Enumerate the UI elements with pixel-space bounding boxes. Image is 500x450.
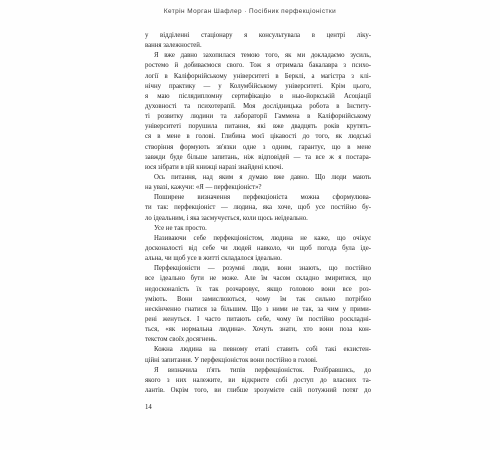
- page-number: 14: [145, 404, 152, 411]
- body-text: [145, 31, 371, 396]
- text-line: на увазі, кажучи: «Я — перфекціоніст»?: [145, 184, 262, 192]
- text-line: Поширене визначення перфекціоніста можна сформулюва-: [154, 194, 371, 202]
- running-head: Кетрін Морган Шафлер · Посібник перфекціоністки: [163, 8, 337, 15]
- text-line: Я визначила п'ять типів перфекціоністок. Розібравшись, до: [154, 366, 371, 374]
- text-line: логії в Каліфорнійському університеті в Берклі, а магістра з клі-: [145, 72, 371, 80]
- text-line: я маю післядипломну сертифікацію в нью-йоркській Асоціації: [145, 92, 371, 100]
- text-line: ті розвитку людини та лабораторії Гаммена в Каліфорнійському: [145, 113, 371, 121]
- text-line: ся в мене в голові. Глибина моєї цікавості до того, як людські: [145, 133, 371, 141]
- text-line: ростемо й добиваємося свого. Тож я отримала бакалавра з психо-: [145, 62, 371, 70]
- text-line: ти так: перфекціоніст — людина, яка хоче, щоб усе постійно бу-: [145, 204, 371, 212]
- text-line: Кожна людина на певному етапі ставить собі такі екзистен-: [154, 346, 371, 354]
- text-line: Перфекціоністи — розумні люди, вони знають, що постійно: [154, 265, 371, 273]
- text-line: альна, чи щоб усе в житті складалося ідеально.: [145, 255, 282, 263]
- text-line: вання залежностей.: [145, 42, 202, 50]
- text-line: все ідеально бути не може. Але їм часом складно змиритися, що: [145, 275, 371, 283]
- text-line: ло ідеальним, і яка засмучується, коли щось неідеально.: [145, 214, 308, 222]
- text-line: створіння формують зв'язки одне з одним, гарантує, що в мене: [145, 143, 371, 151]
- text-line: нескінченно гнатися за більшим. Що з ними не так, за чим у прими-: [145, 305, 371, 313]
- text-line: у відділенні стаціонару я консультувала в центрі ліку-: [145, 32, 371, 39]
- text-line: Усе не так просто.: [154, 224, 207, 232]
- text-line: завжди буде більше запитань, ніж відповідей — та все ж я постара-: [145, 153, 371, 161]
- text-line: університеті порушила питання, які вже двадцять років крутять-: [145, 123, 371, 131]
- text-line: рені женуться. І часто питають себе, чому їм постійно роскладні-: [145, 315, 371, 323]
- text-line: лантів. Окрім того, ви глибше зрозумієте свій потужний потяг до: [145, 386, 371, 394]
- text-line: Називаючи себе перфекціоністом, людина не каже, що очікує: [154, 234, 371, 242]
- text-line: текстом своїх досягнень.: [145, 336, 217, 344]
- text-line: якого з них належите, ви відкриєте собі доступ до власних та-: [145, 376, 371, 384]
- text-line: ться, «як нормальна людина». Хочуть знати, хто вони поза кон-: [145, 326, 371, 334]
- text-line: юся зібрати в цій книжці наразі знайдені ключі.: [145, 163, 284, 171]
- text-line: нічну практику — у Колумбійському університеті. Крім цього,: [145, 82, 371, 90]
- text-line: уміють. Вони замислюються, чому їм так сильно потрібно: [145, 295, 371, 303]
- text-line: духовності та психотерапії. Моя дослідницька робота в Інститу-: [145, 102, 371, 110]
- text-line: досконалості від себе чи людей навколо, чи щоб погода була іде-: [145, 244, 371, 252]
- text-line: ційні запитання. У перфекціоністок вони постійно в голові.: [145, 356, 318, 364]
- text-line: недосконалість їх так розчаровує, якщо головою вони все роз-: [145, 285, 371, 293]
- text-line: Ось питання, над яким я думаю вже давно. Що люди мають: [154, 173, 371, 181]
- text-line: Я вже давно захопилася темою того, як ми докладаємо зусиль,: [154, 52, 371, 60]
